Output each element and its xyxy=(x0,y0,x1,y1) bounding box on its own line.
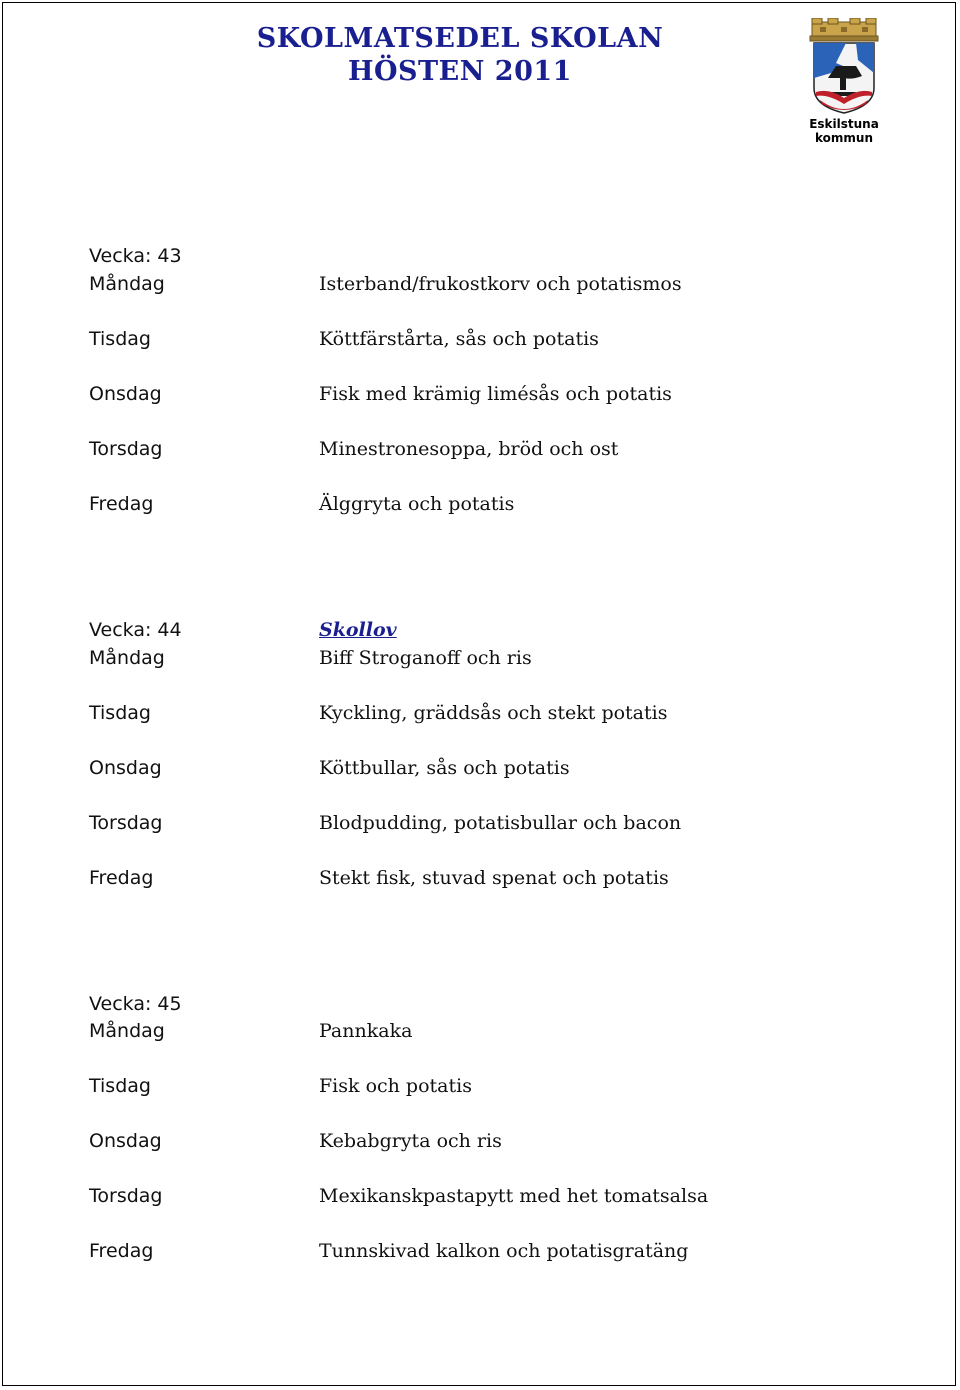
menu-row xyxy=(89,490,869,518)
logo-text-line-2: kommun xyxy=(815,131,873,145)
meal: Biff Stroganoff och ris xyxy=(319,647,532,669)
weekday: Torsdag xyxy=(89,812,163,834)
menu-row xyxy=(89,1237,869,1265)
menu-row xyxy=(89,380,869,408)
meal: Stekt fisk, stuvad spenat och potatis xyxy=(319,867,669,889)
meal: Älggryta och potatis xyxy=(319,493,515,515)
menu-row xyxy=(89,864,869,892)
weekday: Måndag xyxy=(89,647,165,669)
week-label: Vecka: 43 xyxy=(89,245,182,267)
menu-row xyxy=(89,699,869,727)
menu-row xyxy=(89,1072,869,1100)
week-label: Vecka: 45 xyxy=(89,993,182,1015)
coat-of-arms-icon xyxy=(814,43,874,113)
title-line-1: SKOLMATSEDEL SKOLAN xyxy=(256,23,664,54)
meal: Blodpudding, potatisbullar och bacon xyxy=(319,812,682,834)
weekday: Tisdag xyxy=(89,702,151,724)
meal: Minestronesoppa, bröd och ost xyxy=(319,438,619,460)
menu-row xyxy=(89,644,869,672)
weekday: Onsdag xyxy=(89,1130,162,1152)
weekday: Tisdag xyxy=(89,328,151,350)
meal: Fisk och potatis xyxy=(319,1075,472,1097)
menu-row xyxy=(89,1182,869,1210)
meal: Kyckling, gräddsås och stekt potatis xyxy=(319,702,668,724)
weekday: Torsdag xyxy=(89,1185,163,1207)
meal: Pannkaka xyxy=(319,1020,413,1042)
meal: Fisk med krämig limésås och potatis xyxy=(319,383,672,405)
meal: Köttbullar, sås och potatis xyxy=(319,757,570,779)
menu-row xyxy=(89,754,869,782)
menu-row xyxy=(89,325,869,353)
meal: Kebabgryta och ris xyxy=(319,1130,502,1152)
week-label: Vecka: 44 xyxy=(89,619,182,641)
meal: Köttfärstårta, sås och potatis xyxy=(319,328,599,350)
crown-icon xyxy=(810,18,878,41)
weekday: Fredag xyxy=(89,1240,154,1262)
weekday: Fredag xyxy=(89,493,154,515)
menu-row xyxy=(89,435,869,463)
meal: Tunnskivad kalkon och potatisgratäng xyxy=(319,1240,689,1262)
weekday: Tisdag xyxy=(89,1075,151,1097)
weekday: Torsdag xyxy=(89,438,163,460)
holiday-note: Skollov xyxy=(319,619,397,641)
menu-row xyxy=(89,1017,869,1045)
menu-row xyxy=(89,809,869,837)
title-line-2: HÖSTEN 2011 xyxy=(348,56,572,87)
weekday: Måndag xyxy=(89,1020,165,1042)
weekday: Onsdag xyxy=(89,383,162,405)
logo-text-line-1: Eskilstuna xyxy=(809,117,879,131)
weekday: Måndag xyxy=(89,273,165,295)
menu-row xyxy=(89,1127,869,1155)
eskilstuna-kommun-logo xyxy=(806,18,882,148)
page-border xyxy=(2,2,956,1386)
menu-row xyxy=(89,270,869,298)
weekday: Onsdag xyxy=(89,757,162,779)
meal: Isterband/frukostkorv och potatismos xyxy=(319,273,682,295)
weekday: Fredag xyxy=(89,867,154,889)
meal: Mexikanskpastapytt med het tomatsalsa xyxy=(319,1185,709,1207)
